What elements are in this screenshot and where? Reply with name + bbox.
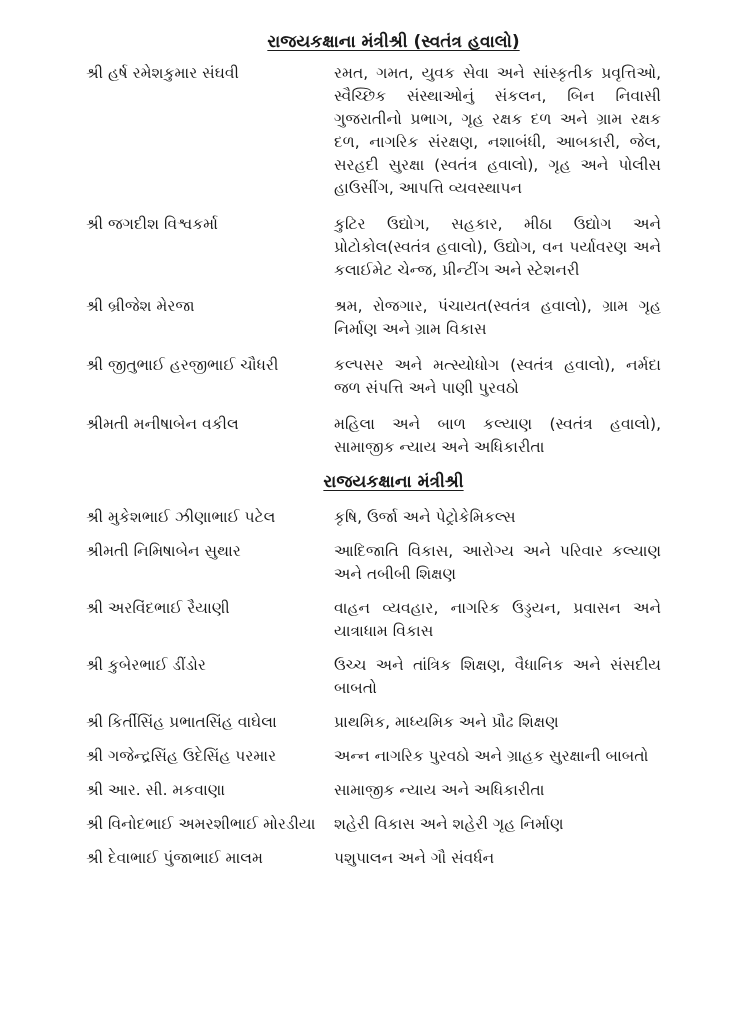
minister-row <box>86 711 661 734</box>
section-heading-independent-charge: રાજયકક્ષાના મંત્રીશ્રી (સ્વતંત્ર હવાલો) <box>267 32 520 52</box>
minister-name: શ્રી બ્રીજેશ મેરજા <box>86 297 195 315</box>
minister-row <box>86 779 661 802</box>
minister-row <box>86 295 661 341</box>
minister-row <box>86 847 661 870</box>
minister-name: શ્રી દેવાભાઈ પુંજાભાઈ માલમ <box>86 849 263 867</box>
minister-portfolio: સામાજીક ન્યાય અને અધિકારીતા <box>334 781 545 799</box>
minister-row <box>86 540 661 586</box>
minister-name: શ્રી અરવિંદભાઈ રૈયાણી <box>86 599 230 617</box>
minister-name: શ્રી વિનોદભાઈ અમરશીભાઈ મોરડીયા <box>86 815 316 833</box>
minister-row <box>86 354 661 400</box>
minister-row <box>86 597 661 643</box>
minister-portfolio: ઉચ્ચ અને તાંત્રિક શિક્ષણ, વૈધાનિક અને સંસદીય બાબતો <box>334 656 661 697</box>
minister-row <box>86 413 661 459</box>
minister-name: શ્રી હર્ષ રમેશકુમાર સંઘવી <box>86 64 239 82</box>
section-heading-ministers-of-state: રાજયકક્ષાના મંત્રીશ્રી <box>323 472 464 492</box>
minister-name: શ્રી આર. સી. મકવાણા <box>86 781 226 799</box>
minister-row <box>86 813 661 836</box>
minister-name: શ્રી ગજેન્દ્રસિંહ ઉદેસિંહ પરમાર <box>86 747 277 765</box>
minister-name: શ્રી કિર્તીસિંહ પ્રભાતસિંહ વાઘેલા <box>86 713 277 731</box>
minister-portfolio: કૃષિ, ઉર્જા અને પેટ્રોકેમિકલ્સ <box>334 508 516 526</box>
minister-row <box>86 745 661 768</box>
minister-portfolio: મહિલા અને બાળ કલ્યાણ (સ્વતંત્ર હવાલો), સામાજીક ન્યાય અને અધિકારીતા <box>334 415 661 456</box>
minister-row <box>86 506 661 529</box>
minister-name: શ્રી મુકેશભાઈ ઝીણાભાઈ પટેલ <box>86 508 276 526</box>
minister-portfolio: પશુપાલન અને ગૌ સંવર્ધન <box>334 849 495 867</box>
minister-portfolio: આદિજાતિ વિકાસ, આરોગ્ય અને પરિવાર કલ્યાણ અને તબીબી શિક્ષણ <box>334 542 661 583</box>
minister-portfolio: પ્રાથમિક, માધ્યમિક અને પ્રૌઢ શિક્ષણ <box>334 713 559 731</box>
minister-portfolio: કલ્પસર અને મત્સ્યોધોગ (સ્વતંત્ર હવાલો), નર્મદા જળ સંપત્તિ અને પાણી પુરવઠો <box>334 356 661 397</box>
minister-portfolio: શહેરી વિકાસ અને શહેરી ગૃહ નિર્માણ <box>334 815 564 833</box>
minister-portfolio: રમત, ગમત, યુવક સેવા અને સાંસ્કૃતીક પ્રવૃત્તિઓ, સ્વૈચ્છિક સંસ્થાઓનું સંકલન, બિન નિવાસી ગુજરાતીનો પ્રભાગ, ગૃહ રક્ષક દળ અને ગ્રામ રક્ષક દળ, નાગરિક સંરક્ષણ, નશાબંધી, આબકારી, જેલ, સરહદી સુરક્ષા (સ્વતંત્ર હવાલો), ગૃહ અને પોલીસ હાઉસીંગ, આપત્તિ વ્યવસ્થાપન <box>334 64 661 197</box>
minister-portfolio: શ્રમ, રોજગાર, પંચાયત(સ્વતંત્ર હવાલો), ગ્રામ ગૃહ નિર્માણ અને ગ્રામ વિકાસ <box>334 297 661 338</box>
minister-name: શ્રીમતી નિમિષાબેન સુથાર <box>86 542 241 560</box>
minister-name: શ્રી જગદીશ વિશ્વકર્મા <box>86 215 218 233</box>
minister-row <box>86 62 661 200</box>
minister-row <box>86 213 661 282</box>
minister-portfolio: અન્ન નાગરિક પુરવઠો અને ગ્રાહક સુરક્ષાની બાબતો <box>334 747 649 765</box>
minister-portfolio: વાહન વ્યવહાર, નાગરિક ઉડ્ડયન, પ્રવાસન અને યાત્રાધામ વિકાસ <box>334 599 661 640</box>
minister-portfolio: કુટિર ઉદ્યોગ, સહકાર, મીઠા ઉદ્યોગ અને પ્રોટોકોલ(સ્વતંત્ર હવાલો), ઉદ્યોગ, વન પર્યાવરણ અને કલાઈમેટ ચેન્જ, પ્રીન્ટીંગ અને સ્ટેશનરી <box>334 215 661 279</box>
minister-row <box>86 654 661 700</box>
minister-name: શ્રી કુબેરભાઈ ડીંડોર <box>86 656 206 674</box>
minister-name: શ્રીમતી મનીષાબેન વકીલ <box>86 415 239 433</box>
minister-name: શ્રી જીતુભાઈ હરજીભાઈ ચૌધરી <box>86 356 279 374</box>
